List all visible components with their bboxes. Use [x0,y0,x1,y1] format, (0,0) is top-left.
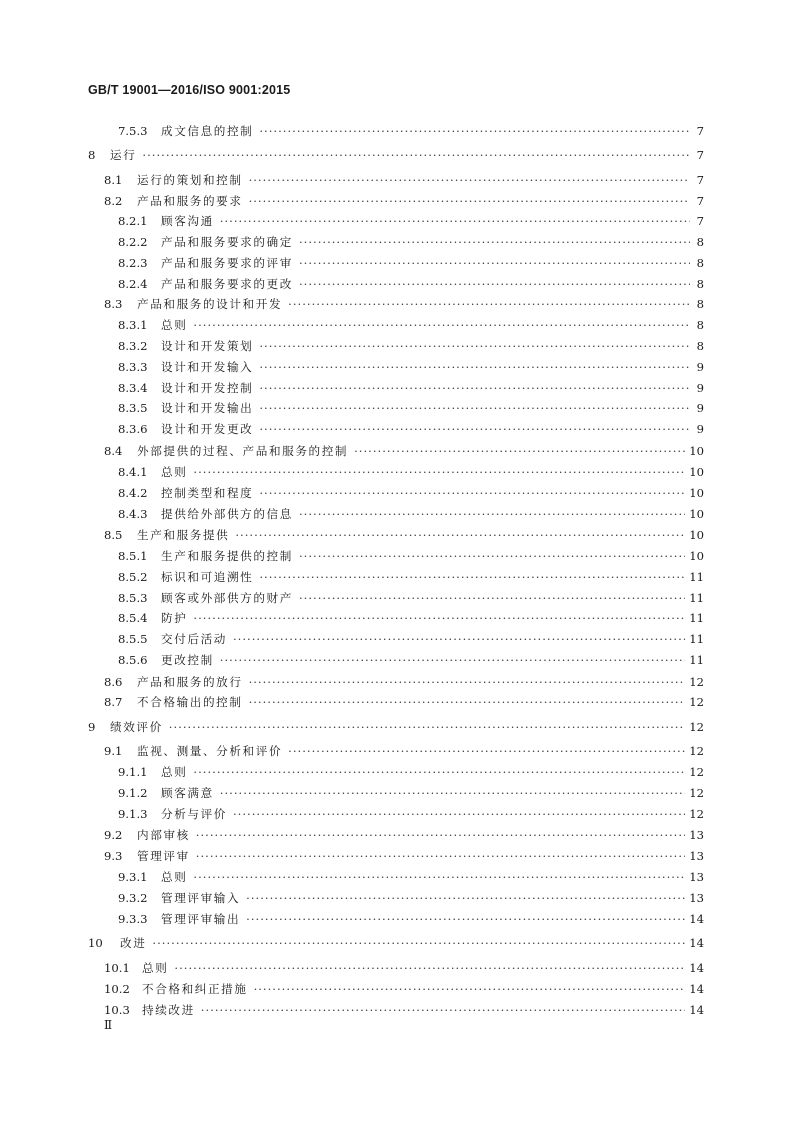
toc-entry-number: 8.3.2 [118,339,148,353]
dot-leader [220,786,685,800]
toc-entry[interactable] [118,764,704,782]
toc-entry-number: 8.2.4 [118,277,148,291]
dot-leader [246,912,685,926]
toc-entry[interactable] [104,827,704,845]
toc-entry-number: 8 [88,148,96,162]
toc-entry[interactable] [118,506,704,524]
toc-entry-page: 7 [696,194,704,208]
toc-entry-page: 12 [689,720,704,734]
toc-entry-title: 分析与评价 [161,807,227,821]
toc-entry[interactable] [88,719,704,737]
toc-entry-number: 10 [88,936,103,950]
toc-entry-number: 8.5.4 [118,611,148,625]
toc-entry-number: 9.3.1 [118,870,148,884]
dot-leader [246,891,685,905]
toc-entry-number: 8.5.3 [118,591,148,605]
toc-entry-number: 8.2.2 [118,235,148,249]
toc-entry[interactable] [118,890,704,908]
toc-entry-title: 不合格输出的控制 [137,695,243,709]
toc-entry-title: 设计和开发输入 [161,360,254,374]
toc-entry-page: 12 [689,807,704,821]
dot-leader [249,173,690,187]
toc-entry-title: 产品和服务要求的评审 [161,256,293,270]
toc-entry-number: 10.3 [104,1003,130,1017]
toc-entry-number: 8.5.5 [118,632,148,646]
toc-entry-title: 总则 [161,870,188,884]
toc-entry-title: 提供给外部供方的信息 [161,507,293,521]
toc-entry-page: 8 [696,235,704,249]
toc-entry[interactable] [118,548,704,566]
toc-entry[interactable] [104,527,704,545]
dot-leader [193,765,685,779]
toc-entry-number: 8.3.1 [118,318,148,332]
toc-entry-number: 9.1.1 [118,765,148,779]
dot-leader [174,961,685,975]
dot-leader [249,695,686,709]
toc-entry-number: 9.1.3 [118,807,148,821]
toc-entry-number: 8.4.1 [118,465,148,479]
toc-entry-number: 9.1 [104,744,123,758]
toc-entry-number: 7.5.3 [118,124,148,138]
toc-entry-title: 产品和服务要求的更改 [161,277,293,291]
toc-entry[interactable] [118,123,704,141]
toc-entry[interactable] [118,652,704,670]
toc-entry[interactable] [118,590,704,608]
toc-entry[interactable] [104,960,704,978]
toc-entry-title: 生产和服务提供 [137,528,230,542]
toc-entry[interactable] [118,338,704,356]
toc-entry[interactable] [118,569,704,587]
toc-entry[interactable] [88,935,704,953]
toc-entry-page: 9 [696,422,704,436]
toc-entry-title: 持续改进 [142,1003,195,1017]
toc-entry-number: 8.2.1 [118,214,148,228]
toc-entry-page: 13 [689,891,704,905]
toc-entry-number: 8.3.3 [118,360,148,374]
toc-entry-page: 12 [689,744,704,758]
dot-leader [259,360,690,374]
toc-entry-page: 8 [696,297,704,311]
toc-entry-title: 管理评审输出 [161,912,241,926]
toc-entry-title: 更改控制 [161,653,214,667]
toc-entry-page: 14 [689,936,704,950]
toc-entry-number: 8.1 [104,173,123,187]
toc-entry-title: 产品和服务要求的确定 [161,235,293,249]
dot-leader [233,632,685,646]
toc-entry[interactable] [118,234,704,252]
dot-leader [201,1003,685,1017]
toc-entry-page: 8 [696,256,704,270]
toc-entry-title: 标识和可追溯性 [161,570,254,584]
toc-entry-title: 监视、测量、分析和评价 [137,744,283,758]
toc-entry-number: 9.3.2 [118,891,148,905]
toc-entry-page: 14 [689,912,704,926]
toc-entry-page: 9 [696,401,704,415]
toc-entry-title: 产品和服务的要求 [137,194,243,208]
toc-entry-title: 绩效评价 [110,720,163,734]
dot-leader [142,148,690,162]
toc-entry-page: 10 [689,549,704,563]
dot-leader [259,570,685,584]
toc-entry[interactable] [118,806,704,824]
toc-entry-title: 设计和开发更改 [161,422,254,436]
toc-entry-page: 11 [689,632,704,646]
toc-entry-title: 总则 [161,465,188,479]
toc-entry[interactable] [104,981,704,999]
toc-entry-number: 8.3.4 [118,381,148,395]
dot-leader [288,744,685,758]
toc-entry[interactable] [104,193,704,211]
toc-entry-page: 9 [696,360,704,374]
toc-entry-number: 10.2 [104,982,130,996]
page-number-footer: Ⅱ [104,1018,113,1032]
toc-entry[interactable] [104,172,704,190]
toc-entry-number: 8.2.3 [118,256,148,270]
toc-entry-page: 12 [689,786,704,800]
dot-leader [299,591,685,605]
toc-entry-page: 9 [696,381,704,395]
toc-entry-number: 9.1.2 [118,786,148,800]
toc-entry-title: 防护 [161,611,188,625]
toc-entry[interactable] [118,785,704,803]
toc-entry-title: 运行 [110,148,137,162]
toc-entry-title: 设计和开发策划 [161,339,254,353]
toc-entry-number: 8.4 [104,444,123,458]
toc-entry-page: 10 [689,507,704,521]
dot-leader [299,507,685,521]
dot-leader [299,235,690,249]
dot-leader [249,675,686,689]
toc-entry-number: 8.3.5 [118,401,148,415]
toc-entry-title: 产品和服务的放行 [137,675,243,689]
toc-entry-number: 9 [88,720,96,734]
toc-entry[interactable] [118,317,704,335]
dot-leader [259,422,690,436]
dot-leader [193,465,685,479]
toc-entry[interactable] [118,400,704,418]
toc-entry-title: 生产和服务提供的控制 [161,549,293,563]
toc-entry-page: 13 [689,828,704,842]
toc-entry-number: 8.4.3 [118,507,148,521]
dot-leader [193,611,685,625]
toc-entry[interactable] [104,296,704,314]
toc-entry[interactable] [118,213,704,231]
toc-entry[interactable] [104,694,704,712]
toc-entry-page: 10 [689,528,704,542]
dot-leader [235,528,685,542]
toc-entry-page: 7 [696,173,704,187]
toc-entry[interactable] [118,485,704,503]
dot-leader [249,194,690,208]
toc-entry-page: 8 [696,318,704,332]
toc-entry[interactable] [118,911,704,929]
toc-entry-page: 7 [696,148,704,162]
dot-leader [196,828,685,842]
toc-entry-title: 总则 [161,318,188,332]
toc-entry-number: 10.1 [104,961,130,975]
toc-entry-title: 成文信息的控制 [161,124,254,138]
toc-entry-title: 管理评审 [137,849,190,863]
toc-entry-title: 管理评审输入 [161,891,241,905]
toc-entry[interactable] [118,276,704,294]
dot-leader [288,297,690,311]
toc-entry-page: 7 [696,214,704,228]
dot-leader [196,849,685,863]
toc-entry[interactable] [118,610,704,628]
toc-entry-page: 10 [689,486,704,500]
toc-entry-page: 12 [689,675,704,689]
dot-leader [233,807,685,821]
toc-entry-number: 8.4.2 [118,486,148,500]
toc-entry-page: 7 [696,124,704,138]
dot-leader [259,486,685,500]
dot-leader [169,720,685,734]
dot-leader [220,214,690,228]
toc-entry-page: 14 [689,1003,704,1017]
toc-entry[interactable] [104,743,704,761]
toc-entry-title: 运行的策划和控制 [137,173,243,187]
toc-entry-number: 8.5.2 [118,570,148,584]
dot-leader [193,870,685,884]
toc-entry-title: 外部提供的过程、产品和服务的控制 [137,444,349,458]
toc-entry[interactable] [104,1002,704,1020]
toc-entry-title: 控制类型和程度 [161,486,254,500]
toc-entry[interactable] [118,869,704,887]
toc-entry-number: 8.2 [104,194,123,208]
toc-entry-number: 8.5.1 [118,549,148,563]
toc-entry-title: 交付后活动 [161,632,227,646]
toc-entry-page: 14 [689,982,704,996]
toc-entry-title: 总则 [142,961,169,975]
toc-entry[interactable] [104,848,704,866]
dot-leader [299,549,685,563]
toc-entry[interactable] [118,631,704,649]
standard-header: GB/T 19001—2016/ISO 9001:2015 [88,83,291,97]
dot-leader [259,339,690,353]
toc-entry-page: 11 [689,570,704,584]
dot-leader [354,444,685,458]
toc-entry[interactable] [88,147,704,165]
toc-entry-number: 8.5 [104,528,123,542]
toc-entry-number: 8.3.6 [118,422,148,436]
toc-entry[interactable] [104,674,704,692]
dot-leader [299,277,690,291]
toc-entry[interactable] [118,380,704,398]
dot-leader [299,256,690,270]
toc-entry-title: 设计和开发输出 [161,401,254,415]
toc-entry-page: 10 [689,465,704,479]
toc-entry-number: 8.3 [104,297,123,311]
toc-entry-title: 改进 [120,936,147,950]
toc-entry-title: 顾客或外部供方的财产 [161,591,293,605]
toc-entry[interactable] [118,255,704,273]
dot-leader [193,318,690,332]
dot-leader [259,124,690,138]
dot-leader [220,653,685,667]
toc-entry[interactable] [118,464,704,482]
dot-leader [259,381,690,395]
toc-entry-title: 总则 [161,765,188,779]
toc-entry-page: 14 [689,961,704,975]
toc-entry-title: 设计和开发控制 [161,381,254,395]
toc-entry-number: 9.3.3 [118,912,148,926]
toc-entry-number: 8.5.6 [118,653,148,667]
dot-leader [152,936,685,950]
toc-entry-page: 8 [696,339,704,353]
toc-entry-title: 顾客沟通 [161,214,214,228]
dot-leader [254,982,686,996]
toc-entry-number: 9.2 [104,828,123,842]
toc-entry-page: 11 [689,611,704,625]
toc-entry-title: 内部审核 [137,828,190,842]
toc-entry-title: 产品和服务的设计和开发 [137,297,283,311]
toc-entry-page: 12 [689,765,704,779]
toc-entry-page: 10 [689,444,704,458]
toc-entry-title: 顾客满意 [161,786,214,800]
toc-entry[interactable] [118,359,704,377]
toc-entry-page: 11 [689,591,704,605]
toc-entry-page: 12 [689,695,704,709]
toc-entry-page: 13 [689,870,704,884]
toc-entry-page: 8 [696,277,704,291]
toc-entry[interactable] [104,443,704,461]
toc-entry-page: 13 [689,849,704,863]
toc-entry-number: 8.7 [104,695,123,709]
toc-entry[interactable] [118,421,704,439]
toc-entry-number: 8.6 [104,675,123,689]
toc-entry-page: 11 [689,653,704,667]
toc-entry-title: 不合格和纠正措施 [142,982,248,996]
dot-leader [259,401,690,415]
toc-entry-number: 9.3 [104,849,123,863]
